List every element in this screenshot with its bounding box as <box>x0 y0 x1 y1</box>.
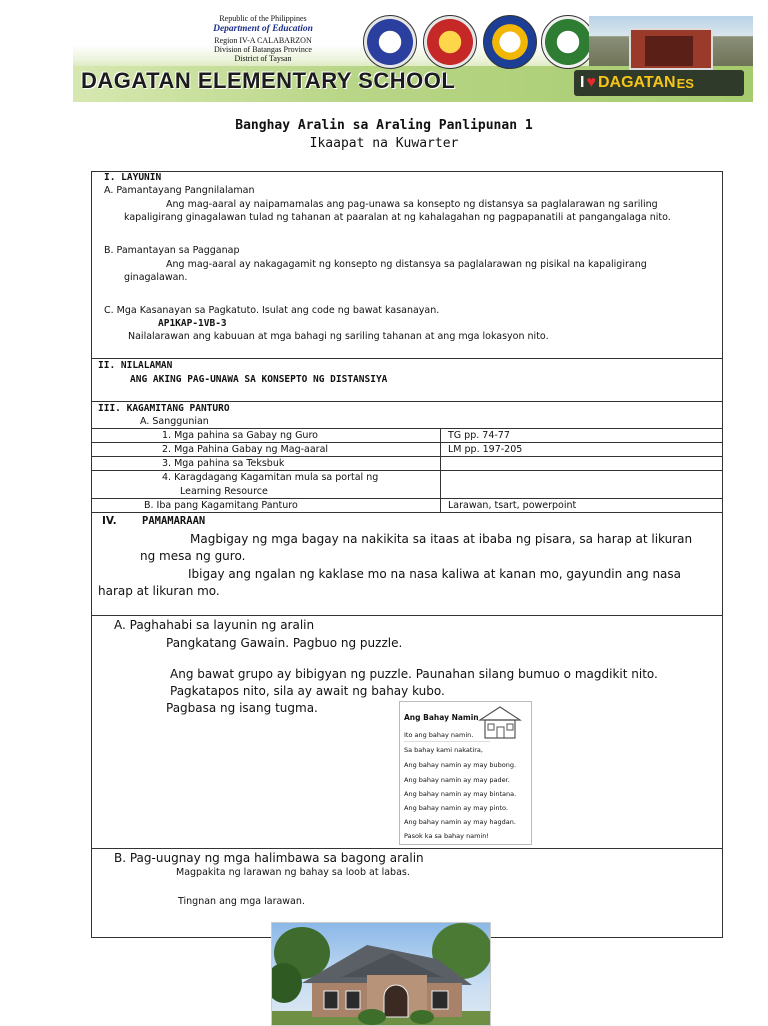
part-a-line2: Ang bawat grupo ay bibigyan ng puzzle. Paunahan silang bumuo o magdikit nito. <box>170 667 658 681</box>
section-4-p2-line1: Ibigay ang ngalan ng kaklase mo na nasa kaliwa at kanan mo, gayundin ang nasa <box>188 567 682 581</box>
divider-2 <box>91 401 723 402</box>
resources-grid-column-divider <box>440 428 441 512</box>
division-seal-icon <box>423 15 477 69</box>
gov-line-division: Division of Batangas Province <box>214 45 312 54</box>
resource-row-1-label: 1. Mga pahina sa Gabay ng Guro <box>162 430 318 441</box>
section-1b-text-line2: ginagalawan. <box>124 272 188 283</box>
section-4-p2-line2: harap at likuran mo. <box>98 584 220 598</box>
poem-line-1: Ito ang bahay namin. <box>404 731 474 739</box>
section-1c-text: Nailalarawan ang kabuuan at mga bahagi ng sariling tahanan at ang mga lokasyon nito. <box>128 331 549 342</box>
divider-3 <box>91 615 723 616</box>
part-a-line4: Pagbasa ng isang tugma. <box>166 701 318 715</box>
section-1a-label: A. Pamantayang Pangnilalaman <box>104 185 255 196</box>
poem-line-2: Sa bahay kami nakatira, <box>404 746 483 754</box>
poem-line-4: Ang bahay namin ay may pader. <box>404 776 510 784</box>
document-subtitle: Ikaapat na Kuwarter <box>309 136 459 151</box>
house-illustration <box>272 923 490 1025</box>
resources-grid-top <box>91 428 723 429</box>
poem-line-6: Ang bahay namin ay may pinto. <box>404 804 508 812</box>
section-4-heading: PAMAMARAAN <box>142 515 206 527</box>
section-1a-text-line1: Ang mag-aaral ay naipamamalas ang pag-unawa sa konsepto ng distansya sa paglalarawan ng sariling <box>166 199 658 210</box>
gov-line-region: Region IV-A CALABARZON <box>214 36 312 45</box>
poem-card <box>399 701 532 845</box>
resources-grid-row2 <box>91 456 723 457</box>
gov-line-republic: Republic of the Philippines <box>219 14 307 23</box>
school-gate-door <box>645 36 693 66</box>
resources-grid-row1 <box>91 442 723 443</box>
badge-word: DAGATAN <box>597 74 676 91</box>
district-seal-icon <box>483 15 537 69</box>
resource-row-4-label: 4. Karagdagang Kagamitan mula sa portal ng <box>162 472 379 483</box>
part-a-line3: Pagkatapos nito, sila ay await ng bahay kubo. <box>170 684 445 698</box>
section-4-p1-line2: ng mesa ng guro. <box>140 549 246 563</box>
section-4-number: IV. <box>102 515 117 527</box>
section-1c-code: AP1KAP-1VB-3 <box>158 318 227 329</box>
poem-line-5: Ang bahay namin ay may bintana. <box>404 790 517 798</box>
resource-row-4-label-cont: Learning Resource <box>180 486 268 497</box>
section-1c-label: C. Mga Kasanayan sa Pagkatuto. Isulat ang code ng bawat kasanayan. <box>104 305 440 316</box>
house-drawing-icon <box>476 704 524 740</box>
part-b-line2: Tingnan ang mga larawan. <box>178 896 305 907</box>
section-1b-label: B. Pamantayan sa Pagganap <box>104 245 240 256</box>
part-a-label: A. Paghahabi sa layunin ng aralin <box>114 618 315 632</box>
resource-row-2-value: LM pp. 197-205 <box>448 444 523 455</box>
poem-title: Ang Bahay Namin <box>404 713 479 722</box>
resource-row-2-label: 2. Mga Pahina Gabay ng Mag-aaral <box>162 444 329 455</box>
section-2-content: ANG AKING PAG-UNAWA SA KONSEPTO NG DISTANSIYA <box>130 374 388 385</box>
divider-1 <box>91 358 723 359</box>
section-3a-label: A. Sanggunian <box>140 416 209 427</box>
badge-suffix: ES <box>676 75 694 91</box>
heart-icon: ♥ <box>586 74 596 91</box>
resource-row-1-value: TG pp. 74-77 <box>448 430 510 441</box>
poem-line-7: Ang bahay namin ay may hagdan. <box>404 818 516 826</box>
section-4-p1-line1: Magbigay ng mga bagay na nakikita sa itaas at ibaba ng pisara, sa harap at likuran <box>190 532 693 546</box>
resource-row-b-value: Larawan, tsart, powerpoint <box>448 500 577 511</box>
gov-line-district: District of Taysan <box>234 54 292 63</box>
section-1a-text-line2: kapaligirang ginagalawan tulad ng tahanan at paaralan at ng kahalagahan ng pagpapanatili at pangangalaga nito. <box>124 212 671 223</box>
part-b-label: B. Pag-uugnay ng mga halimbawa sa bagong aralin <box>114 851 424 865</box>
school-building-photo <box>589 16 753 66</box>
document-title: Banghay Aralin sa Araling Panlipunan 1 <box>235 118 533 133</box>
resource-row-b-label: B. Iba pang Kagamitang Panturo <box>144 500 298 511</box>
house-exterior-photo <box>271 922 491 1026</box>
resources-grid-row4 <box>91 498 723 499</box>
school-header-banner <box>73 10 753 102</box>
resource-row-3-label: 3. Mga pahina sa Teksbuk <box>162 458 285 469</box>
poem-line-8: Pasok ka sa bahay namin! <box>404 832 490 840</box>
section-1b-text-line1: Ang mag-aaral ay nakagagamit ng konsepto ng distansya sa paglalarawan ng pisikal na kapaligirang <box>166 259 647 270</box>
part-b-line1: Magpakita ng larawan ng bahay sa loob at labas. <box>176 867 410 878</box>
part-a-line1: Pangkatang Gawain. Pagbuo ng puzzle. <box>166 636 403 650</box>
section-2-heading: II. NILALAMAN <box>98 360 173 371</box>
resources-grid-row3 <box>91 470 723 471</box>
section-1-heading: I. LAYUNIN <box>104 172 162 183</box>
deped-seal-icon <box>363 15 417 69</box>
school-seal-icon <box>541 15 595 69</box>
i-love-dagatan-badge <box>574 70 744 96</box>
poem-line-3: Ang bahay namin ay may bubong. <box>404 761 517 769</box>
poem-rule <box>404 741 490 742</box>
resources-grid-bottom <box>91 512 723 513</box>
school-name: DAGATAN ELEMENTARY SCHOOL <box>81 68 456 93</box>
divider-4 <box>91 848 723 849</box>
gov-line-deped: Department of Education <box>213 24 313 34</box>
badge-i: I <box>580 74 585 91</box>
section-3-heading: III. KAGAMITANG PANTURO <box>98 403 230 414</box>
